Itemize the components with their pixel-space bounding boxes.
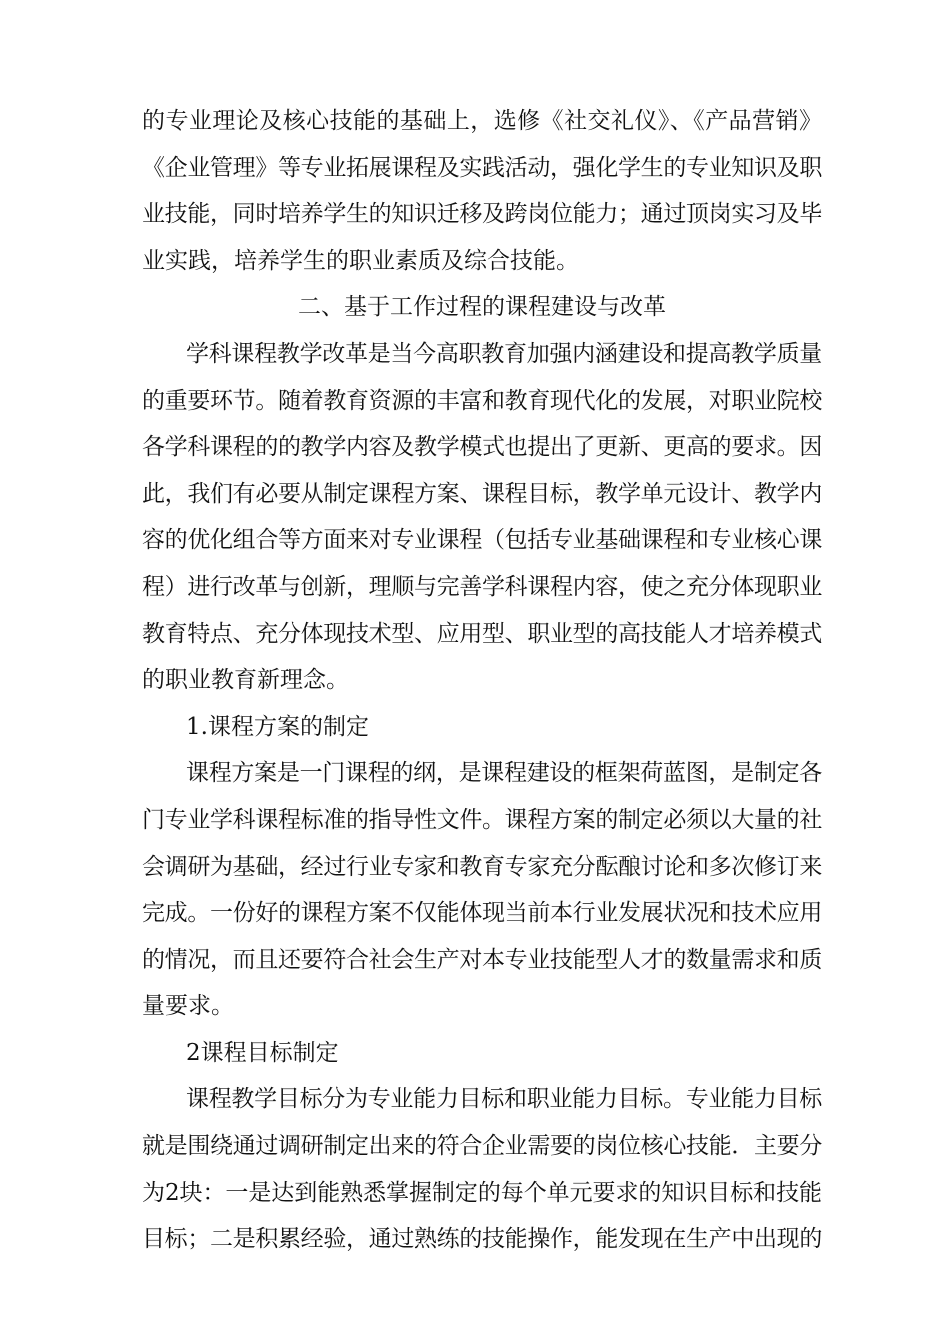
paragraph-reform bbox=[142, 331, 822, 704]
text-line: 的专业理论及核心技能的基础上，选修《社交礼仪》、《产品营销》 bbox=[142, 108, 822, 134]
text-line: 程）进行改革与创新，理顺与完善学科课程内容，使之充分体现职业 bbox=[142, 573, 822, 600]
text-line: 为2块：一是达到能熟悉掌握制定的每个单元要求的知识目标和技能 bbox=[142, 1179, 822, 1206]
text-line: 门专业学科课程标准的指导性文件。课程方案的制定必须以大量的社 bbox=[142, 806, 822, 833]
section-heading: 二、基于工作过程的课程建设与改革 bbox=[298, 294, 666, 321]
text-line: 完成。一份好的课程方案不仅能体现当前本行业发展状况和技术应用 bbox=[142, 900, 822, 927]
subheading-course-plan: 1.课程方案的制定 bbox=[186, 713, 369, 740]
paragraph-plan bbox=[142, 750, 822, 1030]
text-line: 各学科课程的的教学内容及教学模式也提出了更新、更高的要求。因 bbox=[142, 434, 822, 461]
subheading-course-goals: 2课程目标制定 bbox=[186, 1039, 339, 1066]
paragraph-goals bbox=[142, 1076, 822, 1262]
text-line: 目标；二是积累经验，通过熟练的技能操作，能发现在生产中出现的 bbox=[142, 1226, 822, 1253]
document-page bbox=[142, 98, 822, 1263]
text-line: 教育特点、充分体现技术型、应用型、职业型的高技能人才培养模式 bbox=[142, 620, 822, 647]
text-line: 的情况，而且还要符合社会生产对本专业技能型人才的数量需求和质 bbox=[142, 946, 822, 973]
text-line: 课程方案是一门课程的纲，是课程建设的框架荷蓝图，是制定各 bbox=[186, 760, 822, 787]
text-line: 容的优化组合等方面来对专业课程（包括专业基础课程和专业核心课 bbox=[142, 527, 822, 554]
text-line: 会调研为基础，经过行业专家和教育专家充分酝酿讨论和多次修订来 bbox=[142, 853, 822, 880]
text-line: 《企业管理》等专业拓展课程及实践活动，强化学生的专业知识及职 bbox=[142, 154, 822, 181]
text-line: 课程教学目标分为专业能力目标和职业能力目标。专业能力目标 bbox=[186, 1086, 822, 1113]
text-line: 业技能，同时培养学生的知识迁移及跨岗位能力；通过顶岗实习及毕 bbox=[142, 201, 822, 228]
text-line: 的重要环节。随着教育资源的丰富和教育现代化的发展，对职业院校 bbox=[142, 387, 822, 414]
text-line: 的职业教育新理念。 bbox=[142, 667, 349, 694]
text-line: 学科课程教学改革是当今高职教育加强内涵建设和提高教学质量 bbox=[186, 340, 822, 367]
text-line: 业实践，培养学生的职业素质及综合技能。 bbox=[142, 247, 579, 274]
paragraph-intro bbox=[142, 98, 822, 284]
text-line: 量要求。 bbox=[142, 993, 234, 1020]
text-line: 就是围绕通过调研制定出来的符合企业需要的岗位核心技能．主要分 bbox=[142, 1133, 822, 1160]
text-line: 此，我们有必要从制定课程方案、课程目标，教学单元设计、教学内 bbox=[142, 480, 822, 507]
